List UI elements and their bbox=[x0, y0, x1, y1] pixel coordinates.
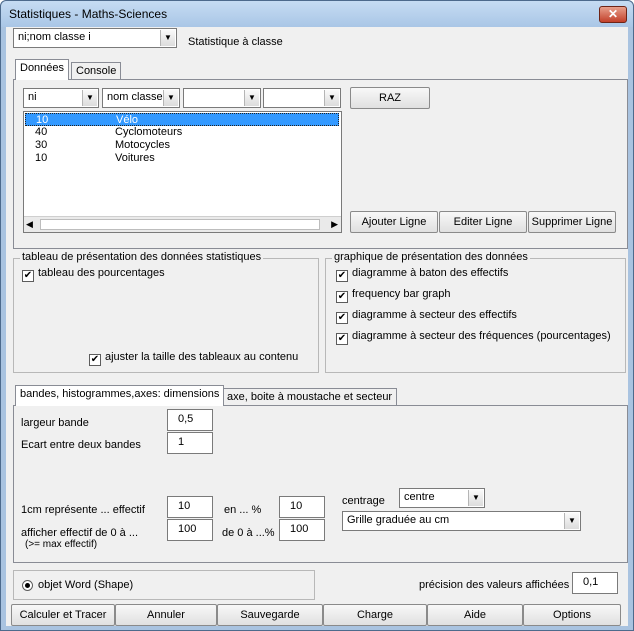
graph-group-legend: graphique de présentation des données bbox=[334, 251, 528, 263]
band-width-input[interactable]: 0,5 bbox=[167, 409, 213, 431]
mode-combo[interactable] bbox=[13, 28, 177, 48]
list-item-n: 40 bbox=[35, 126, 48, 138]
pie-frequencies-checkbox[interactable] bbox=[336, 330, 611, 345]
bar-chart-counts-checkbox[interactable] bbox=[336, 267, 508, 282]
list-item-name: Vélo bbox=[116, 114, 139, 126]
frequency-bar-checkbox[interactable] bbox=[336, 288, 450, 303]
chevron-down-icon[interactable]: ▼ bbox=[244, 90, 259, 106]
range-label: afficher effectif de 0 à ... bbox=[21, 527, 138, 539]
chevron-down-icon[interactable]: ▼ bbox=[324, 90, 339, 106]
output-type-frame bbox=[13, 570, 315, 600]
chevron-down-icon[interactable]: ▼ bbox=[163, 90, 178, 106]
grid-combo[interactable] bbox=[342, 511, 581, 531]
tab-dimensions[interactable]: bandes, histogrammes,axes: dimensions bbox=[15, 385, 224, 406]
edit-row-button[interactable]: Editer Ligne bbox=[439, 211, 527, 233]
scrollbar-track[interactable] bbox=[40, 219, 320, 230]
grid-combo-value: Grille graduée au cm bbox=[347, 514, 450, 526]
centrage-label: centrage bbox=[342, 495, 385, 507]
column-combo-4[interactable] bbox=[263, 88, 341, 108]
column-combo-ni[interactable] bbox=[23, 88, 99, 108]
percentages-label: tableau des pourcentages bbox=[38, 267, 165, 279]
list-item[interactable] bbox=[25, 139, 339, 152]
save-button[interactable]: Sauvegarde bbox=[217, 604, 323, 626]
graph-option-label: diagramme à secteur des fréquences (pourcentages) bbox=[352, 330, 611, 342]
column-combo-nom-classe[interactable] bbox=[102, 88, 180, 108]
graph-option-label: frequency bar graph bbox=[352, 288, 451, 300]
percent-range-label: de 0 à ...% bbox=[222, 527, 275, 539]
cancel-button[interactable]: Annuler bbox=[115, 604, 217, 626]
word-object-label: objet Word (Shape) bbox=[38, 579, 134, 591]
table-group-legend: tableau de présentation des données statistiques bbox=[22, 251, 262, 263]
centrage-combo-value: centre bbox=[404, 491, 435, 503]
window-title: Statistiques - Maths-Sciences bbox=[9, 7, 168, 21]
list-item[interactable] bbox=[25, 152, 339, 165]
list-item[interactable] bbox=[25, 126, 339, 139]
list-item-n: 10 bbox=[36, 114, 49, 126]
precision-input[interactable]: 0,1 bbox=[572, 572, 618, 594]
graph-groupbox bbox=[325, 251, 626, 373]
list-item-n: 30 bbox=[35, 139, 48, 151]
table-groupbox bbox=[13, 251, 319, 373]
calculate-button[interactable]: Calculer et Tracer bbox=[11, 604, 115, 626]
column-combo-nom-classe-value: nom classe bbox=[107, 91, 163, 103]
graph-option-label: diagramme à baton des effectifs bbox=[352, 267, 509, 279]
options-button[interactable]: Options bbox=[523, 604, 621, 626]
dimensions-panel bbox=[13, 405, 628, 563]
percent-range-input[interactable]: 100 bbox=[279, 519, 325, 541]
scroll-left-icon[interactable]: ◀ bbox=[26, 219, 33, 229]
word-object-radio[interactable] bbox=[22, 579, 133, 591]
chevron-down-icon[interactable]: ▼ bbox=[160, 30, 175, 46]
percent-label: en ... % bbox=[224, 504, 262, 516]
list-item-name: Voitures bbox=[115, 152, 155, 164]
centrage-combo[interactable] bbox=[399, 488, 485, 508]
column-combo-3[interactable] bbox=[183, 88, 261, 108]
load-button[interactable]: Charge bbox=[323, 604, 427, 626]
horizontal-scrollbar[interactable] bbox=[24, 216, 341, 232]
chevron-down-icon[interactable]: ▼ bbox=[468, 490, 483, 506]
radio-icon bbox=[22, 580, 33, 591]
data-listbox[interactable] bbox=[23, 111, 342, 233]
cm-represents-input[interactable]: 10 bbox=[167, 496, 213, 518]
pie-counts-checkbox[interactable] bbox=[336, 309, 517, 324]
check-icon: ✔ bbox=[337, 312, 347, 323]
fit-size-checkbox[interactable] bbox=[89, 351, 298, 366]
chevron-down-icon[interactable]: ▼ bbox=[564, 513, 579, 529]
tab-console[interactable]: Console bbox=[71, 62, 121, 80]
percent-input[interactable]: 10 bbox=[279, 496, 325, 518]
check-icon: ✔ bbox=[337, 333, 347, 344]
donnees-panel bbox=[13, 79, 628, 249]
graph-option-label: diagramme à secteur des effectifs bbox=[352, 309, 517, 321]
list-item[interactable] bbox=[25, 113, 339, 126]
mode-label: Statistique à classe bbox=[188, 36, 283, 48]
tab-donnees[interactable]: Données bbox=[15, 59, 69, 80]
tab-axis-boxplot[interactable]: axe, boite à moustache et secteur bbox=[222, 388, 397, 406]
percentages-checkbox[interactable] bbox=[22, 267, 165, 282]
list-item-name: Cyclomoteurs bbox=[115, 126, 183, 138]
band-gap-label: Ecart entre deux bandes bbox=[21, 439, 141, 451]
scroll-right-icon[interactable]: ▶ bbox=[331, 219, 338, 229]
raz-button[interactable]: RAZ bbox=[350, 87, 430, 109]
list-item-n: 10 bbox=[35, 152, 48, 164]
chevron-down-icon[interactable]: ▼ bbox=[82, 90, 97, 106]
close-button[interactable]: ✕ bbox=[599, 6, 627, 23]
range-note: (>= max effectif) bbox=[25, 539, 98, 550]
check-icon: ✔ bbox=[337, 291, 347, 302]
title-bar bbox=[1, 1, 633, 27]
mode-combo-value: ni;nom classe i bbox=[18, 31, 91, 43]
list-item-name: Motocycles bbox=[115, 139, 171, 151]
fit-size-label: ajuster la taille des tableaux au contenu bbox=[105, 351, 299, 363]
column-combo-ni-value: ni bbox=[28, 91, 37, 103]
cm-represents-label: 1cm représente ... effectif bbox=[21, 504, 145, 516]
help-button[interactable]: Aide bbox=[427, 604, 523, 626]
settings-tabs bbox=[13, 385, 628, 407]
check-icon: ✔ bbox=[23, 270, 33, 281]
client-area bbox=[6, 27, 628, 626]
check-icon: ✔ bbox=[90, 354, 100, 365]
check-icon: ✔ bbox=[337, 270, 347, 281]
range-input[interactable]: 100 bbox=[167, 519, 213, 541]
precision-label: précision des valeurs affichées bbox=[419, 579, 570, 591]
add-row-button[interactable]: Ajouter Ligne bbox=[350, 211, 438, 233]
delete-row-button[interactable]: Supprimer Ligne bbox=[528, 211, 616, 233]
band-gap-input[interactable]: 1 bbox=[167, 432, 213, 454]
band-width-label: largeur bande bbox=[21, 417, 89, 429]
